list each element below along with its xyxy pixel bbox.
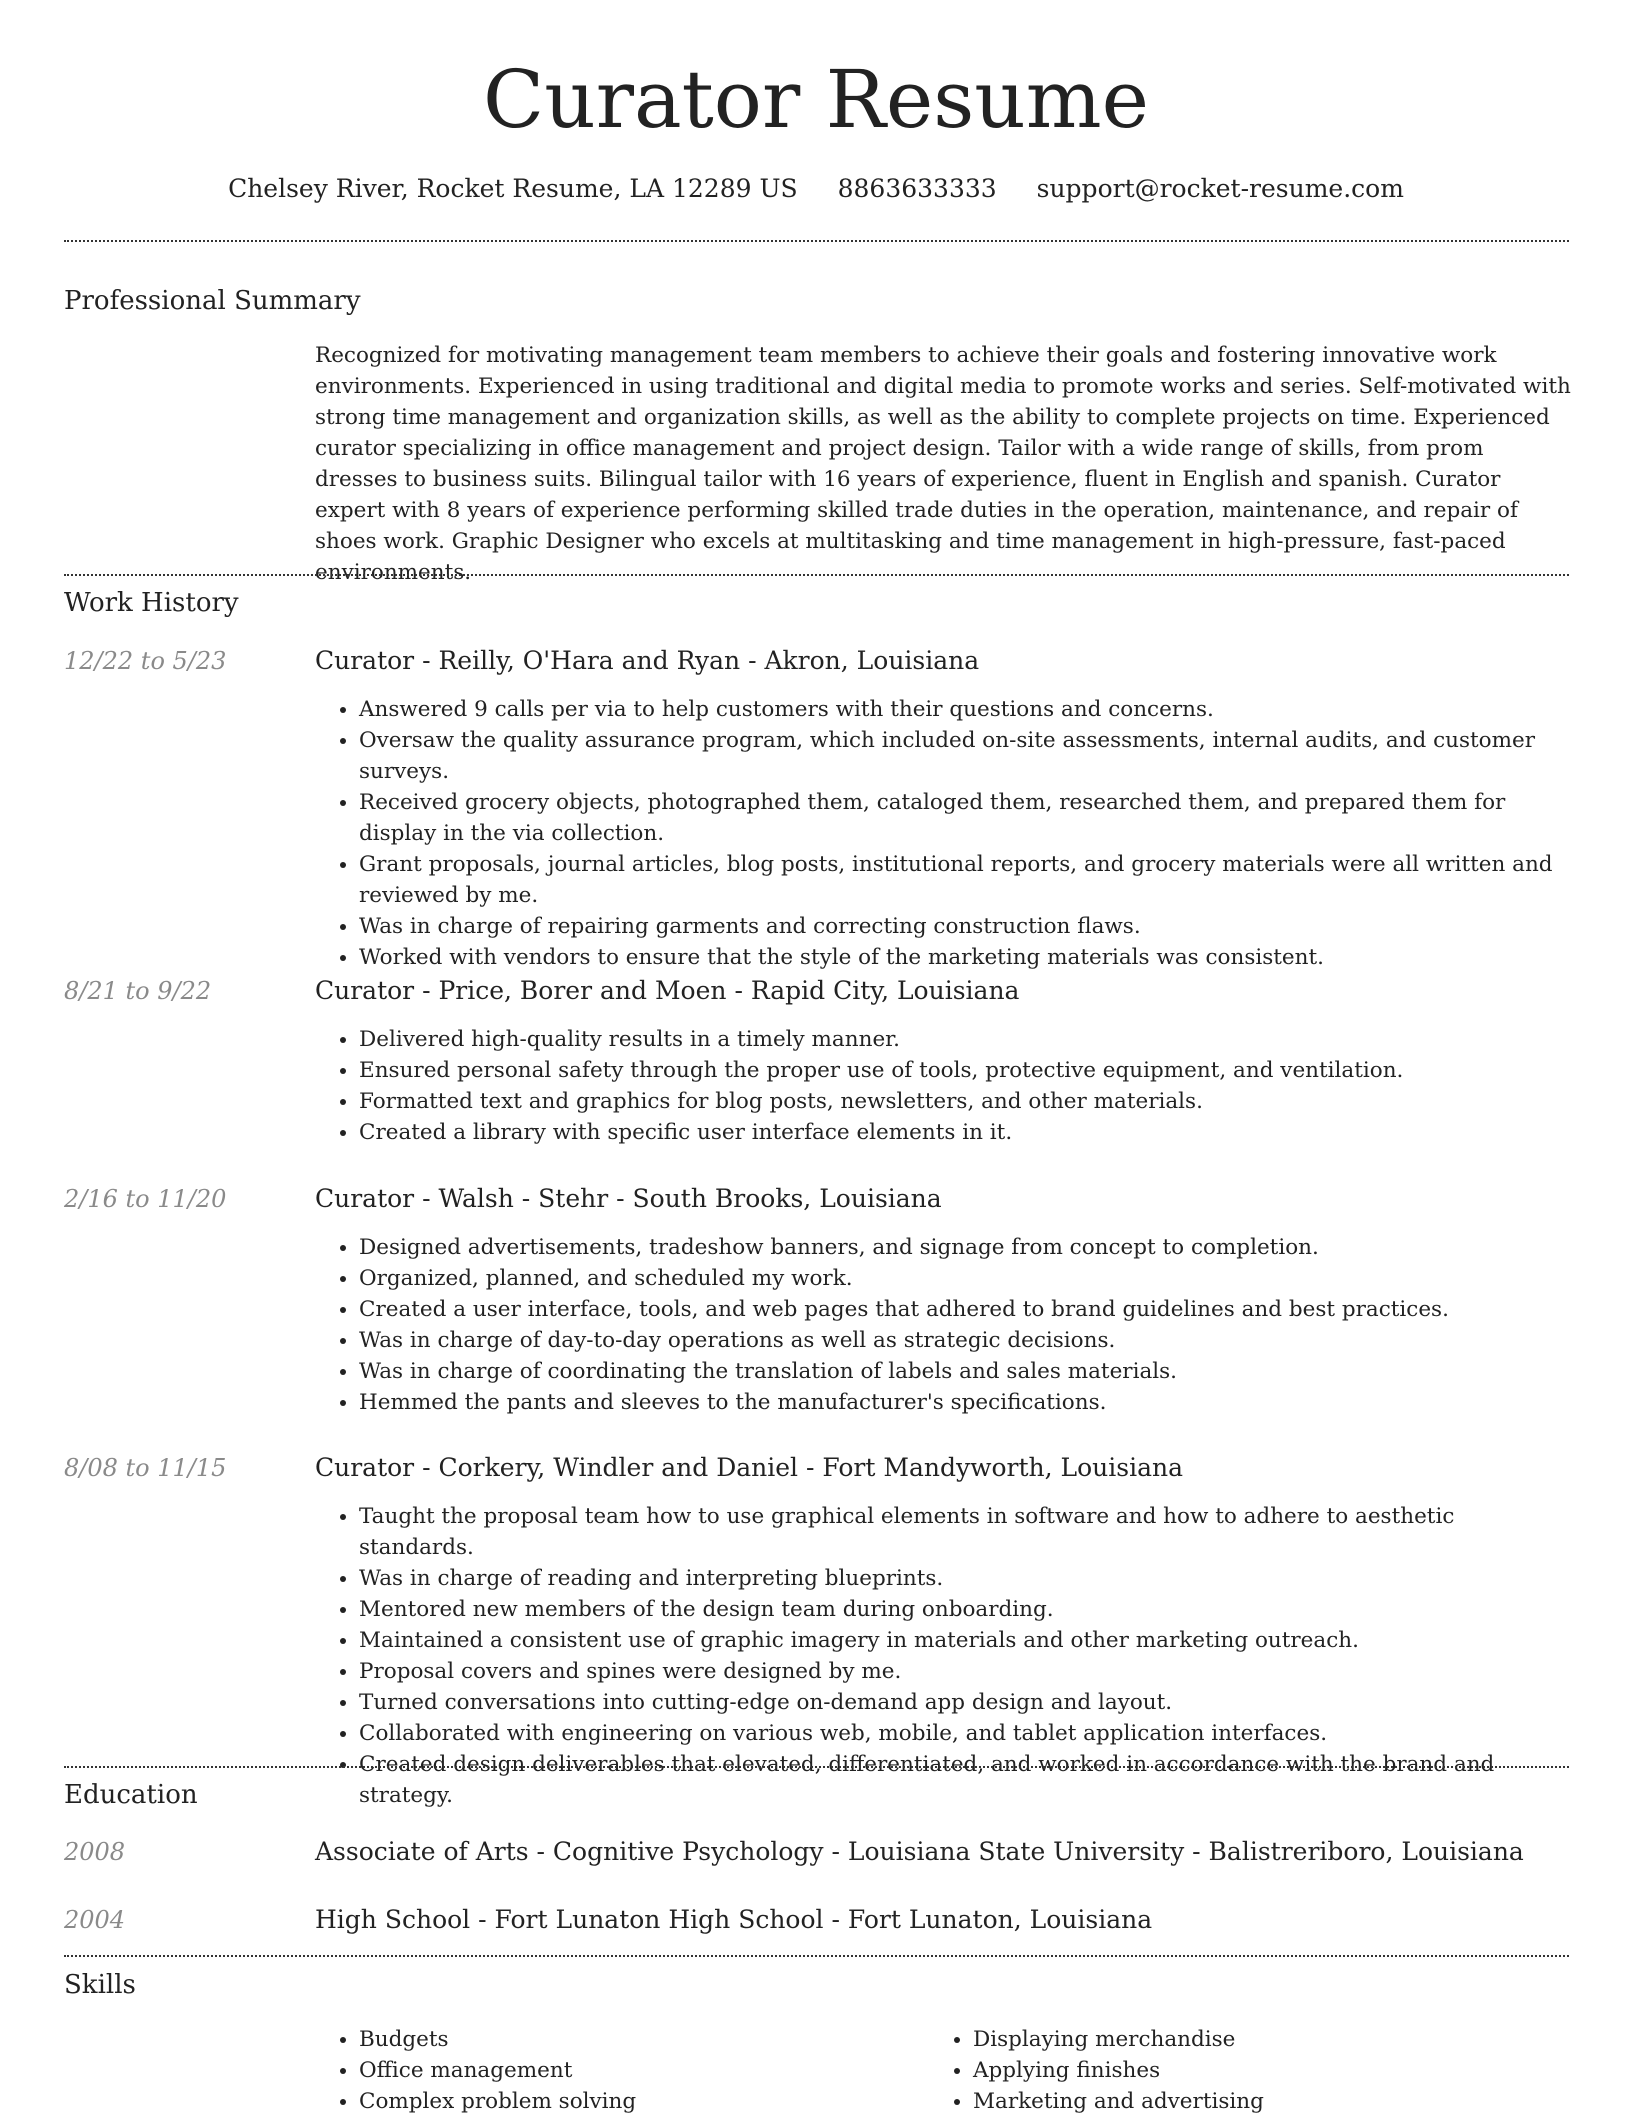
job-bullet: • Created a user interface, tools, and web pages that adhered to brand guidelines and best practices. <box>359 1294 1571 1325</box>
job-bullet: • Delivered high-quality results in a timely manner. <box>359 1024 1571 1055</box>
education-title: High School - Fort Lunaton High School - Fort Lunaton, Louisiana <box>315 1905 1153 1934</box>
education-title: Associate of Arts - Cognitive Psychology - Louisiana State University - Balistreriboro, Louisiana <box>315 1837 1524 1866</box>
contact-phone: 8863633333 <box>837 174 997 203</box>
job-bullet: • Taught the proposal team how to use graphical elements in software and how to adhere to aesthetic standards. <box>359 1501 1571 1563</box>
skill-item: • Office management <box>359 2055 929 2086</box>
job-bullet: • Was in charge of repairing garments and correcting construction flaws. <box>359 911 1571 942</box>
education-heading: Education <box>64 1780 198 1810</box>
job-bullet: • Was in charge of reading and interpreting blueprints. <box>359 1563 1571 1594</box>
job-bullet: • Maintained a consistent use of graphic imagery in materials and other marketing outreach. <box>359 1625 1571 1656</box>
resume-title: Curator Resume <box>482 53 1149 146</box>
job-bullet: • Hemmed the pants and sleeves to the manufacturer's specifications. <box>359 1387 1571 1418</box>
job-dates: 8/08 to 11/15 <box>64 1454 227 1482</box>
skills-list-right <box>929 2024 1569 2117</box>
skill-item: • Displaying merchandise <box>973 2024 1569 2055</box>
job-title: Curator - Corkery, Windler and Daniel - Fort Mandyworth, Louisiana <box>315 1453 1184 1482</box>
job-bullet: • Proposal covers and spines were designed by me. <box>359 1656 1571 1687</box>
job-bullet: • Mentored new members of the design team during onboarding. <box>359 1594 1571 1625</box>
skill-item: • Applying finishes <box>973 2055 1569 2086</box>
section-divider <box>64 1955 1569 1957</box>
education-year: 2008 <box>64 1838 126 1866</box>
job-title: Curator - Reilly, O'Hara and Ryan - Akron, Louisiana <box>315 646 980 675</box>
job-title: Curator - Walsh - Stehr - South Brooks, Louisiana <box>315 1184 942 1213</box>
job-bullets <box>315 1024 1571 1148</box>
job-bullet: • Ensured personal safety through the proper use of tools, protective equipment, and ventilation. <box>359 1055 1571 1086</box>
job-title: Curator - Price, Borer and Moen - Rapid City, Louisiana <box>315 976 1020 1005</box>
skill-item: • Complex problem solving <box>359 2086 929 2117</box>
section-divider <box>64 1766 1569 1768</box>
summary-heading: Professional Summary <box>64 286 361 316</box>
job-bullet: • Worked with vendors to ensure that the style of the marketing materials was consistent. <box>359 942 1571 973</box>
job-bullet: • Turned conversations into cutting-edge on-demand app design and layout. <box>359 1687 1571 1718</box>
job-bullets <box>315 1501 1571 1811</box>
contact-line <box>0 172 1632 206</box>
job-bullet: • Oversaw the quality assurance program, which included on-site assessments, internal audits, and customer surveys. <box>359 725 1571 787</box>
job-dates: 2/16 to 11/20 <box>64 1185 227 1213</box>
skill-item: • Marketing and advertising <box>973 2086 1569 2117</box>
contact-address: Chelsey River, Rocket Resume, LA 12289 US <box>228 174 798 203</box>
job-bullet: • Answered 9 calls per via to help customers with their questions and concerns. <box>359 694 1571 725</box>
skill-item: • Budgets <box>359 2024 929 2055</box>
contact-email: support@rocket-resume.com <box>1036 174 1404 203</box>
work-history-heading: Work History <box>64 588 239 618</box>
job-bullet: • Received grocery objects, photographed them, cataloged them, researched them, and prepared them for display in the via collection. <box>359 787 1571 849</box>
job-bullet: • Was in charge of coordinating the translation of labels and sales materials. <box>359 1356 1571 1387</box>
job-dates: 12/22 to 5/23 <box>64 647 227 675</box>
job-bullets <box>315 694 1571 973</box>
job-bullet: • Collaborated with engineering on various web, mobile, and tablet application interfaces. <box>359 1718 1571 1749</box>
job-bullet: • Was in charge of day-to-day operations as well as strategic decisions. <box>359 1325 1571 1356</box>
job-bullets <box>315 1232 1571 1418</box>
section-divider <box>64 240 1569 242</box>
job-bullet: • Created design deliverables that elevated, differentiated, and worked in accordance with the brand and strategy. <box>359 1749 1571 1811</box>
job-bullet: • Grant proposals, journal articles, blog posts, institutional reports, and grocery materials were all written and reviewed by me. <box>359 849 1571 911</box>
job-bullet: • Designed advertisements, tradeshow banners, and signage from concept to completion. <box>359 1232 1571 1263</box>
job-bullet: • Formatted text and graphics for blog posts, newsletters, and other materials. <box>359 1086 1571 1117</box>
education-year: 2004 <box>64 1906 126 1934</box>
job-bullet: • Created a library with specific user interface elements in it. <box>359 1117 1571 1148</box>
section-divider <box>64 574 1569 576</box>
job-dates: 8/21 to 9/22 <box>64 977 212 1005</box>
summary-text: Recognized for motivating management team members to achieve their goals and fostering innovative work environments. Experienced in using traditional and digital media to promote works and series. Self-motivated with strong time management and organization skills, as well as the ability to complete projects on time. Experienced curator specializing in office management and project design. Tailor with a wide range of skills, from prom dresses to business suits. Bilingual tailor with 16 years of experience, fluent in English and spanish. Curator expert with 8 years of experience performing skilled trade duties in the operation, maintenance, and repair of shoes work. Graphic Designer who excels at multitasking and time management in high-pressure, fast-paced environments. <box>315 343 1571 585</box>
job-bullet: • Organized, planned, and scheduled my work. <box>359 1263 1571 1294</box>
skills-list-left <box>315 2024 929 2117</box>
skills-heading: Skills <box>64 1970 136 2000</box>
